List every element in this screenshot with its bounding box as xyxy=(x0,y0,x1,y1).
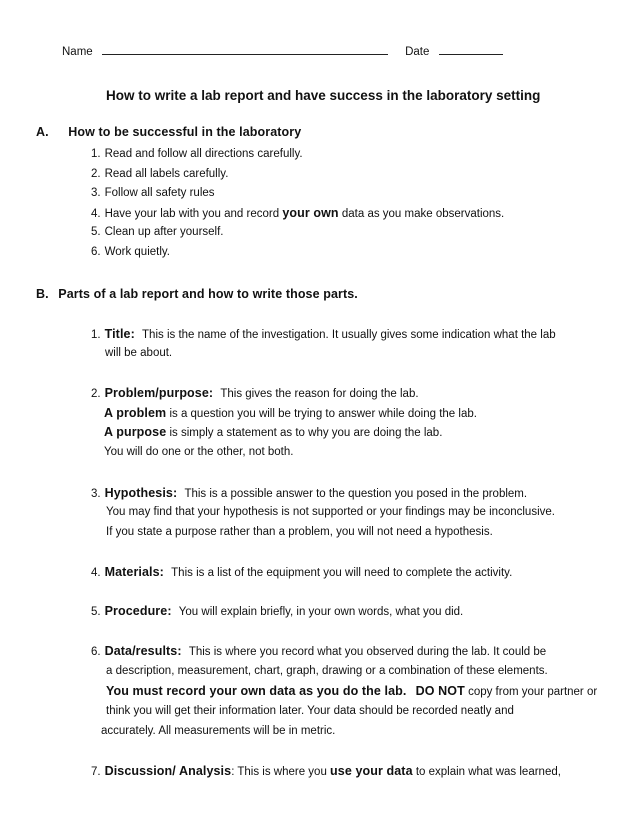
section-b-heading xyxy=(36,287,358,301)
part-title: 1. Title: This is the name of the investigation. It usually gives some indication what the lab xyxy=(91,327,556,341)
part-problem-line2: A problem is a question you will be trying to answer while doing the lab. xyxy=(104,406,477,420)
name-blank[interactable] xyxy=(102,44,388,55)
part-problem: 2. Problem/purpose: This gives the reason for doing the lab. xyxy=(91,386,419,400)
part-label: Hypothesis: xyxy=(104,486,178,500)
emphasis-text: You must record your own data as you do the lab. xyxy=(106,684,407,698)
emphasis-text: your own xyxy=(282,206,339,220)
part-data-line5: accurately. All measurements will be in metric. xyxy=(101,725,336,737)
section-a-title: How to be successful in the laboratory xyxy=(68,125,302,139)
page-title: How to write a lab report and have success in the laboratory setting xyxy=(106,88,541,103)
part-hypothesis: 3. Hypothesis: This is a possible answer to the question you posed in the problem. xyxy=(91,486,528,500)
part-discussion: 7. Discussion/ Analysis: This is where you use your data to explain what was learned, xyxy=(91,764,561,778)
part-label: Materials: xyxy=(104,565,164,579)
emphasis-text: DO NOT xyxy=(415,684,465,698)
section-b-title: Parts of a lab report and how to write those parts. xyxy=(58,287,358,301)
list-item: 4. Have your lab with you and record your own data as you make observations. xyxy=(91,206,505,220)
section-a-letter: A. xyxy=(36,125,49,139)
emphasis-text: A purpose xyxy=(104,425,167,439)
emphasis-text: A problem xyxy=(104,406,167,420)
part-data-line3: You must record your own data as you do the lab. DO NOT copy from your partner or xyxy=(106,684,598,698)
part-label: Title: xyxy=(104,327,135,341)
part-label: Problem/purpose: xyxy=(104,386,214,400)
list-item: 3. Follow all safety rules xyxy=(91,187,215,199)
section-a-heading xyxy=(36,125,301,139)
date-label: Date xyxy=(405,46,430,58)
part-label: Discussion/ Analysis xyxy=(104,764,232,778)
list-item: 1. Read and follow all directions carefully. xyxy=(91,148,303,160)
part-hypothesis-line3: If you state a purpose rather than a problem, you will not need a hypothesis. xyxy=(106,526,493,538)
part-hypothesis-line2: You may find that your hypothesis is not supported or your findings may be inconclusive. xyxy=(106,506,555,518)
date-blank[interactable] xyxy=(439,44,503,55)
emphasis-text: use your data xyxy=(330,764,413,778)
list-item: 5. Clean up after yourself. xyxy=(91,226,224,238)
part-problem-line4: You will do one or the other, not both. xyxy=(104,446,294,458)
part-data-line4: think you will get their information later. Your data should be recorded neatly and xyxy=(106,705,514,717)
name-label: Name xyxy=(62,46,93,58)
list-item: 2. Read all labels carefully. xyxy=(91,168,229,180)
section-b-letter: B. xyxy=(36,287,49,301)
name-date-row xyxy=(62,44,503,59)
part-procedure: 5. Procedure: You will explain briefly, in your own words, what you did. xyxy=(91,604,464,618)
part-title-line2: will be about. xyxy=(105,347,173,359)
list-item: 6. Work quietly. xyxy=(91,246,170,258)
part-label: Procedure: xyxy=(104,604,172,618)
part-materials: 4. Materials: This is a list of the equipment you will need to complete the activity. xyxy=(91,565,513,579)
part-label: Data/results: xyxy=(104,644,182,658)
part-problem-line3: A purpose is simply a statement as to why you are doing the lab. xyxy=(104,425,443,439)
part-data-line2: a description, measurement, chart, graph, drawing or a combination of these elements. xyxy=(106,665,548,677)
part-data: 6. Data/results: This is where you record what you observed during the lab. It could be xyxy=(91,644,547,658)
